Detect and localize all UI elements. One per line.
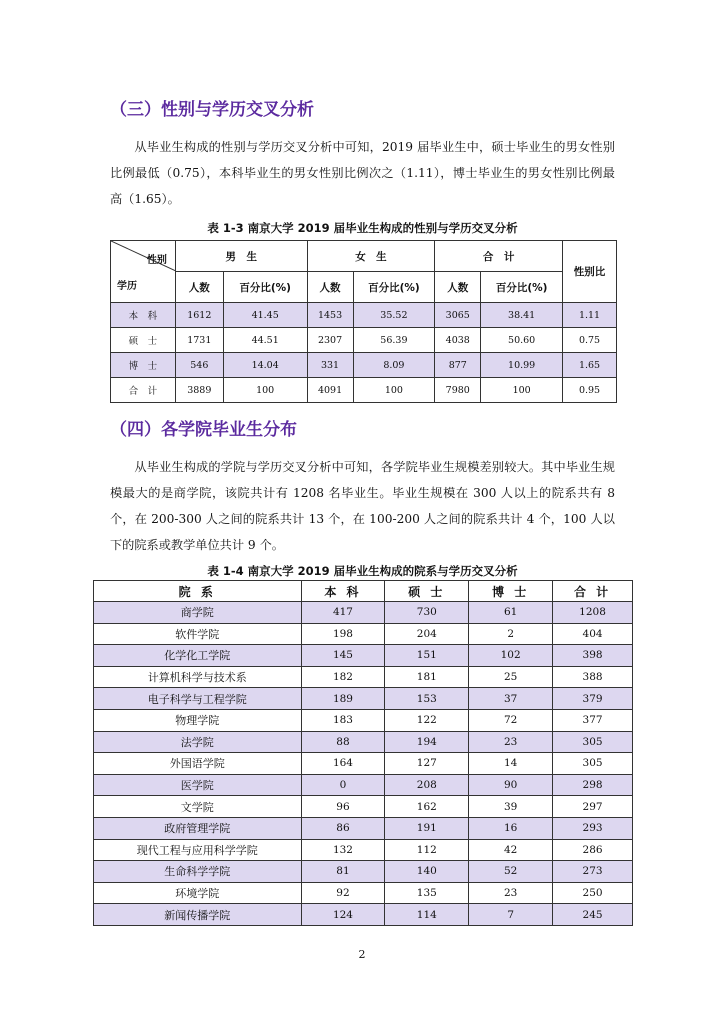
count-header: 人数 [307, 272, 353, 303]
doctor-header: 博 士 [469, 581, 553, 602]
percent-header: 百分比(%) [223, 272, 307, 303]
table-cell: 208 [385, 774, 469, 796]
table-cell: 23 [469, 731, 553, 753]
table-cell: 164 [301, 753, 385, 775]
table-cell: 1208 [553, 602, 633, 624]
table-cell: 546 [175, 353, 223, 378]
table-cell: 183 [301, 709, 385, 731]
table-cell: 182 [301, 666, 385, 688]
total-header: 合 计 [435, 241, 563, 272]
table-cell: 877 [435, 353, 481, 378]
table-cell: 114 [385, 904, 469, 926]
dept-name: 电子科学与工程学院 [94, 688, 302, 710]
table-cell: 245 [553, 904, 633, 926]
table-cell: 4091 [307, 378, 353, 403]
table-1-3 [110, 240, 617, 403]
table-cell: 37 [469, 688, 553, 710]
dept-name: 政府管理学院 [94, 817, 302, 839]
table-cell: 3065 [435, 303, 481, 328]
table-cell: 145 [301, 645, 385, 667]
table-cell: 398 [553, 645, 633, 667]
table-cell: 41.45 [223, 303, 307, 328]
table-row [94, 839, 633, 861]
table-cell: 377 [553, 709, 633, 731]
row-label: 博 士 [111, 353, 176, 378]
table-row [94, 731, 633, 753]
table-cell: 379 [553, 688, 633, 710]
count-header: 人数 [175, 272, 223, 303]
table-cell: 102 [469, 645, 553, 667]
table-cell: 56.39 [353, 328, 435, 353]
table-row [94, 882, 633, 904]
table-cell: 81 [301, 861, 385, 883]
table-cell: 96 [301, 796, 385, 818]
table-cell: 331 [307, 353, 353, 378]
percent-header: 百分比(%) [353, 272, 435, 303]
section-4-heading: （四）各学院毕业生分布 [110, 420, 297, 440]
dept-name: 物理学院 [94, 709, 302, 731]
dept-name: 医学院 [94, 774, 302, 796]
table-row [111, 328, 617, 353]
dept-name: 计算机科学与技术系 [94, 666, 302, 688]
table-cell: 151 [385, 645, 469, 667]
table-cell: 52 [469, 861, 553, 883]
count-header: 人数 [435, 272, 481, 303]
table-cell: 1.11 [563, 303, 617, 328]
dept-name: 文学院 [94, 796, 302, 818]
table-cell: 124 [301, 904, 385, 926]
table-cell: 181 [385, 666, 469, 688]
row-label: 本 科 [111, 303, 176, 328]
section-4-paragraph [110, 454, 615, 558]
table-cell: 730 [385, 602, 469, 624]
table-cell: 92 [301, 882, 385, 904]
table-cell: 1.65 [563, 353, 617, 378]
table-cell: 305 [553, 731, 633, 753]
ratio-header: 性别比 [563, 241, 617, 303]
corner-gender-label: 性别 [146, 255, 167, 266]
table-cell: 39 [469, 796, 553, 818]
table-cell: 297 [553, 796, 633, 818]
section-3-heading: （三）性别与学历交叉分析 [110, 100, 314, 120]
table-cell: 2 [469, 623, 553, 645]
dept-name: 环境学院 [94, 882, 302, 904]
corner-degree-label: 学历 [117, 281, 137, 292]
dept-name: 现代工程与应用科学学院 [94, 839, 302, 861]
table-row [94, 861, 633, 883]
table-cell: 88 [301, 731, 385, 753]
corner-cell [111, 241, 176, 303]
table-cell: 16 [469, 817, 553, 839]
dept-name: 生命科学学院 [94, 861, 302, 883]
table-cell: 3889 [175, 378, 223, 403]
table-cell: 100 [353, 378, 435, 403]
table-cell: 305 [553, 753, 633, 775]
table-cell: 1731 [175, 328, 223, 353]
table-cell: 4038 [435, 328, 481, 353]
table-row [94, 796, 633, 818]
table-cell: 7980 [435, 378, 481, 403]
section-3-paragraph [110, 134, 615, 212]
table-1-3-caption: 表 1-3 南京大学 2019 届毕业生构成的性别与学历交叉分析 [207, 221, 518, 235]
table-cell: 417 [301, 602, 385, 624]
table-row [94, 753, 633, 775]
table-cell: 127 [385, 753, 469, 775]
table-cell: 198 [301, 623, 385, 645]
table-cell: 23 [469, 882, 553, 904]
dept-name: 法学院 [94, 731, 302, 753]
table-cell: 204 [385, 623, 469, 645]
table-row [94, 688, 633, 710]
table-cell: 388 [553, 666, 633, 688]
table-cell: 112 [385, 839, 469, 861]
table-cell: 1453 [307, 303, 353, 328]
dept-name: 商学院 [94, 602, 302, 624]
table-cell: 404 [553, 623, 633, 645]
table-cell: 0.95 [563, 378, 617, 403]
table-cell: 10.99 [481, 353, 563, 378]
dept-header: 院 系 [94, 581, 302, 602]
table-1-4-caption: 表 1-4 南京大学 2019 届毕业生构成的院系与学历交叉分析 [207, 564, 518, 578]
section-4-text: 从毕业生构成的学院与学历交叉分析中可知，各学院毕业生规模差别较大。其中毕业生规模最大的是商学院，该院共计有 1208 名毕业生。毕业生规模在 300 人以上的院系共有 8 个，在 200-300 人之间的院系共计 13 个，在 100-200 人之间的院系共计 4 个，100 人以下的院系或教学单位共计 9 个。 [110, 460, 615, 552]
table-row [94, 645, 633, 667]
table-row [94, 904, 633, 926]
table-cell: 0.75 [563, 328, 617, 353]
table-cell: 100 [481, 378, 563, 403]
row-label: 硕 士 [111, 328, 176, 353]
table-row [94, 709, 633, 731]
table-cell: 122 [385, 709, 469, 731]
dept-name: 新闻传播学院 [94, 904, 302, 926]
table-cell: 189 [301, 688, 385, 710]
table-cell: 35.52 [353, 303, 435, 328]
table-cell: 2307 [307, 328, 353, 353]
table-cell: 25 [469, 666, 553, 688]
table-cell: 14 [469, 753, 553, 775]
table-row [94, 623, 633, 645]
table-cell: 194 [385, 731, 469, 753]
table-row [111, 378, 617, 403]
dept-name: 化学化工学院 [94, 645, 302, 667]
table-cell: 140 [385, 861, 469, 883]
table-cell: 38.41 [481, 303, 563, 328]
table-cell: 191 [385, 817, 469, 839]
table-cell: 293 [553, 817, 633, 839]
master-header: 硕 士 [385, 581, 469, 602]
table-cell: 86 [301, 817, 385, 839]
table-1-4 [93, 580, 633, 926]
table-cell: 135 [385, 882, 469, 904]
male-header: 男 生 [175, 241, 307, 272]
table-cell: 7 [469, 904, 553, 926]
table-cell: 8.09 [353, 353, 435, 378]
table-row [94, 817, 633, 839]
percent-header: 百分比(%) [481, 272, 563, 303]
undergrad-header: 本 科 [301, 581, 385, 602]
table-cell: 286 [553, 839, 633, 861]
table-cell: 273 [553, 861, 633, 883]
table-cell: 1612 [175, 303, 223, 328]
table-cell: 42 [469, 839, 553, 861]
table-cell: 61 [469, 602, 553, 624]
row-label: 合 计 [111, 378, 176, 403]
table-cell: 50.60 [481, 328, 563, 353]
page-number: 2 [358, 948, 366, 961]
table-cell: 72 [469, 709, 553, 731]
table-cell: 0 [301, 774, 385, 796]
dept-name: 外国语学院 [94, 753, 302, 775]
table-cell: 153 [385, 688, 469, 710]
total-header: 合 计 [553, 581, 633, 602]
section-3-text: 从毕业生构成的性别与学历交叉分析中可知，2019 届毕业生中，硕士毕业生的男女性别比例最低（0.75），本科毕业生的男女性别比例次之（1.11），博士毕业生的男女性别比例最高（1.65）。 [110, 140, 615, 206]
table-cell: 298 [553, 774, 633, 796]
table-row [94, 666, 633, 688]
table-cell: 44.51 [223, 328, 307, 353]
table-cell: 90 [469, 774, 553, 796]
table-cell: 100 [223, 378, 307, 403]
dept-name: 软件学院 [94, 623, 302, 645]
female-header: 女 生 [307, 241, 435, 272]
table-cell: 14.04 [223, 353, 307, 378]
table-cell: 162 [385, 796, 469, 818]
table-row [111, 303, 617, 328]
table-cell: 250 [553, 882, 633, 904]
table-cell: 132 [301, 839, 385, 861]
table-row [94, 602, 633, 624]
table-row [94, 774, 633, 796]
table-row [111, 353, 617, 378]
